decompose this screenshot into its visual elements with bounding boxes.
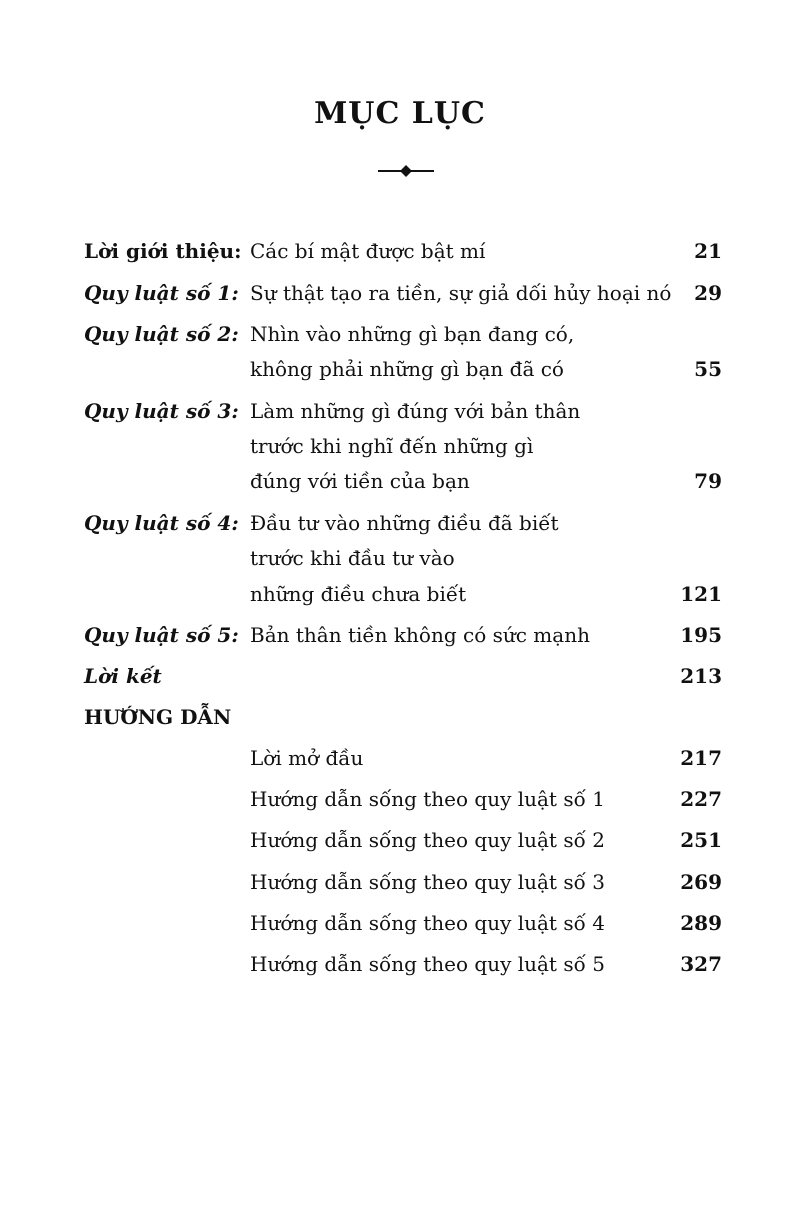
guide-page: 289 — [680, 911, 722, 935]
entry-title: trước khi nghĩ đến những gì — [250, 434, 534, 458]
guide-page: 327 — [680, 952, 722, 976]
guide-entry[interactable] — [0, 865, 800, 899]
entry-page: 121 — [680, 582, 722, 606]
entry-page: 21 — [694, 239, 722, 263]
entry-title: không phải những gì bạn đã có — [250, 357, 564, 381]
entry-label: Lời giới thiệu: — [84, 239, 242, 263]
guide-page: 251 — [680, 828, 722, 852]
guide-title: Hướng dẫn sống theo quy luật số 4 — [250, 911, 605, 935]
guide-entry[interactable] — [0, 947, 800, 981]
entry-title: Nhìn vào những gì bạn đang có, — [250, 322, 575, 346]
entry-title: Bản thân tiền không có sức mạnh — [250, 623, 590, 647]
guide-heading: HƯỚNG DẪN — [84, 705, 232, 729]
toc-entry[interactable] — [0, 618, 800, 652]
entry-title: trước khi đầu tư vào — [250, 546, 455, 570]
entry-title: Các bí mật được bật mí — [250, 239, 486, 263]
toc-entry[interactable] — [0, 394, 800, 428]
guide-entry[interactable] — [0, 741, 800, 775]
guide-page: 217 — [680, 746, 722, 770]
entry-title: đúng với tiền của bạn — [250, 469, 470, 493]
toc-entry[interactable] — [0, 506, 800, 540]
page-title: MỤC LỤC — [314, 96, 486, 131]
guide-page: 227 — [680, 787, 722, 811]
entry-page: 29 — [694, 281, 722, 305]
toc-entry-continuation[interactable] — [0, 577, 800, 611]
entry-page: 55 — [694, 357, 722, 381]
toc-entry-continuation[interactable] — [0, 541, 800, 575]
entry-page: 213 — [680, 664, 722, 688]
entry-label: Quy luật số 3: — [84, 399, 239, 423]
toc-entry[interactable] — [0, 659, 800, 693]
toc-entry[interactable] — [0, 234, 800, 268]
guide-entry[interactable] — [0, 906, 800, 940]
entry-title: Sự thật tạo ra tiền, sự giả dối hủy hoại nó — [250, 281, 672, 305]
toc-entry-continuation[interactable] — [0, 352, 800, 386]
guide-entry[interactable] — [0, 823, 800, 857]
entry-label: Quy luật số 4: — [84, 511, 239, 535]
guide-title: Lời mở đầu — [250, 746, 364, 770]
entry-label: Quy luật số 2: — [84, 322, 239, 346]
entry-label: Lời kết — [84, 664, 162, 688]
guide-title: Hướng dẫn sống theo quy luật số 1 — [250, 787, 605, 811]
toc-entry[interactable] — [0, 276, 800, 310]
entry-page: 195 — [680, 623, 722, 647]
entry-label: Quy luật số 1: — [84, 281, 239, 305]
entry-title: những điều chưa biết — [250, 582, 467, 606]
guide-section-heading — [0, 700, 800, 734]
toc-entry-continuation[interactable] — [0, 429, 800, 463]
entry-page: 79 — [694, 469, 722, 493]
entry-title: Làm những gì đúng với bản thân — [250, 399, 581, 423]
guide-entry[interactable] — [0, 782, 800, 816]
toc-entry[interactable] — [0, 317, 800, 351]
guide-page: 269 — [680, 870, 722, 894]
guide-title: Hướng dẫn sống theo quy luật số 3 — [250, 870, 605, 894]
entry-label: Quy luật số 5: — [84, 623, 239, 647]
guide-title: Hướng dẫn sống theo quy luật số 2 — [250, 828, 605, 852]
entry-title: Đầu tư vào những điều đã biết — [250, 511, 559, 535]
toc-entry-continuation[interactable] — [0, 464, 800, 498]
guide-title: Hướng dẫn sống theo quy luật số 5 — [250, 952, 605, 976]
